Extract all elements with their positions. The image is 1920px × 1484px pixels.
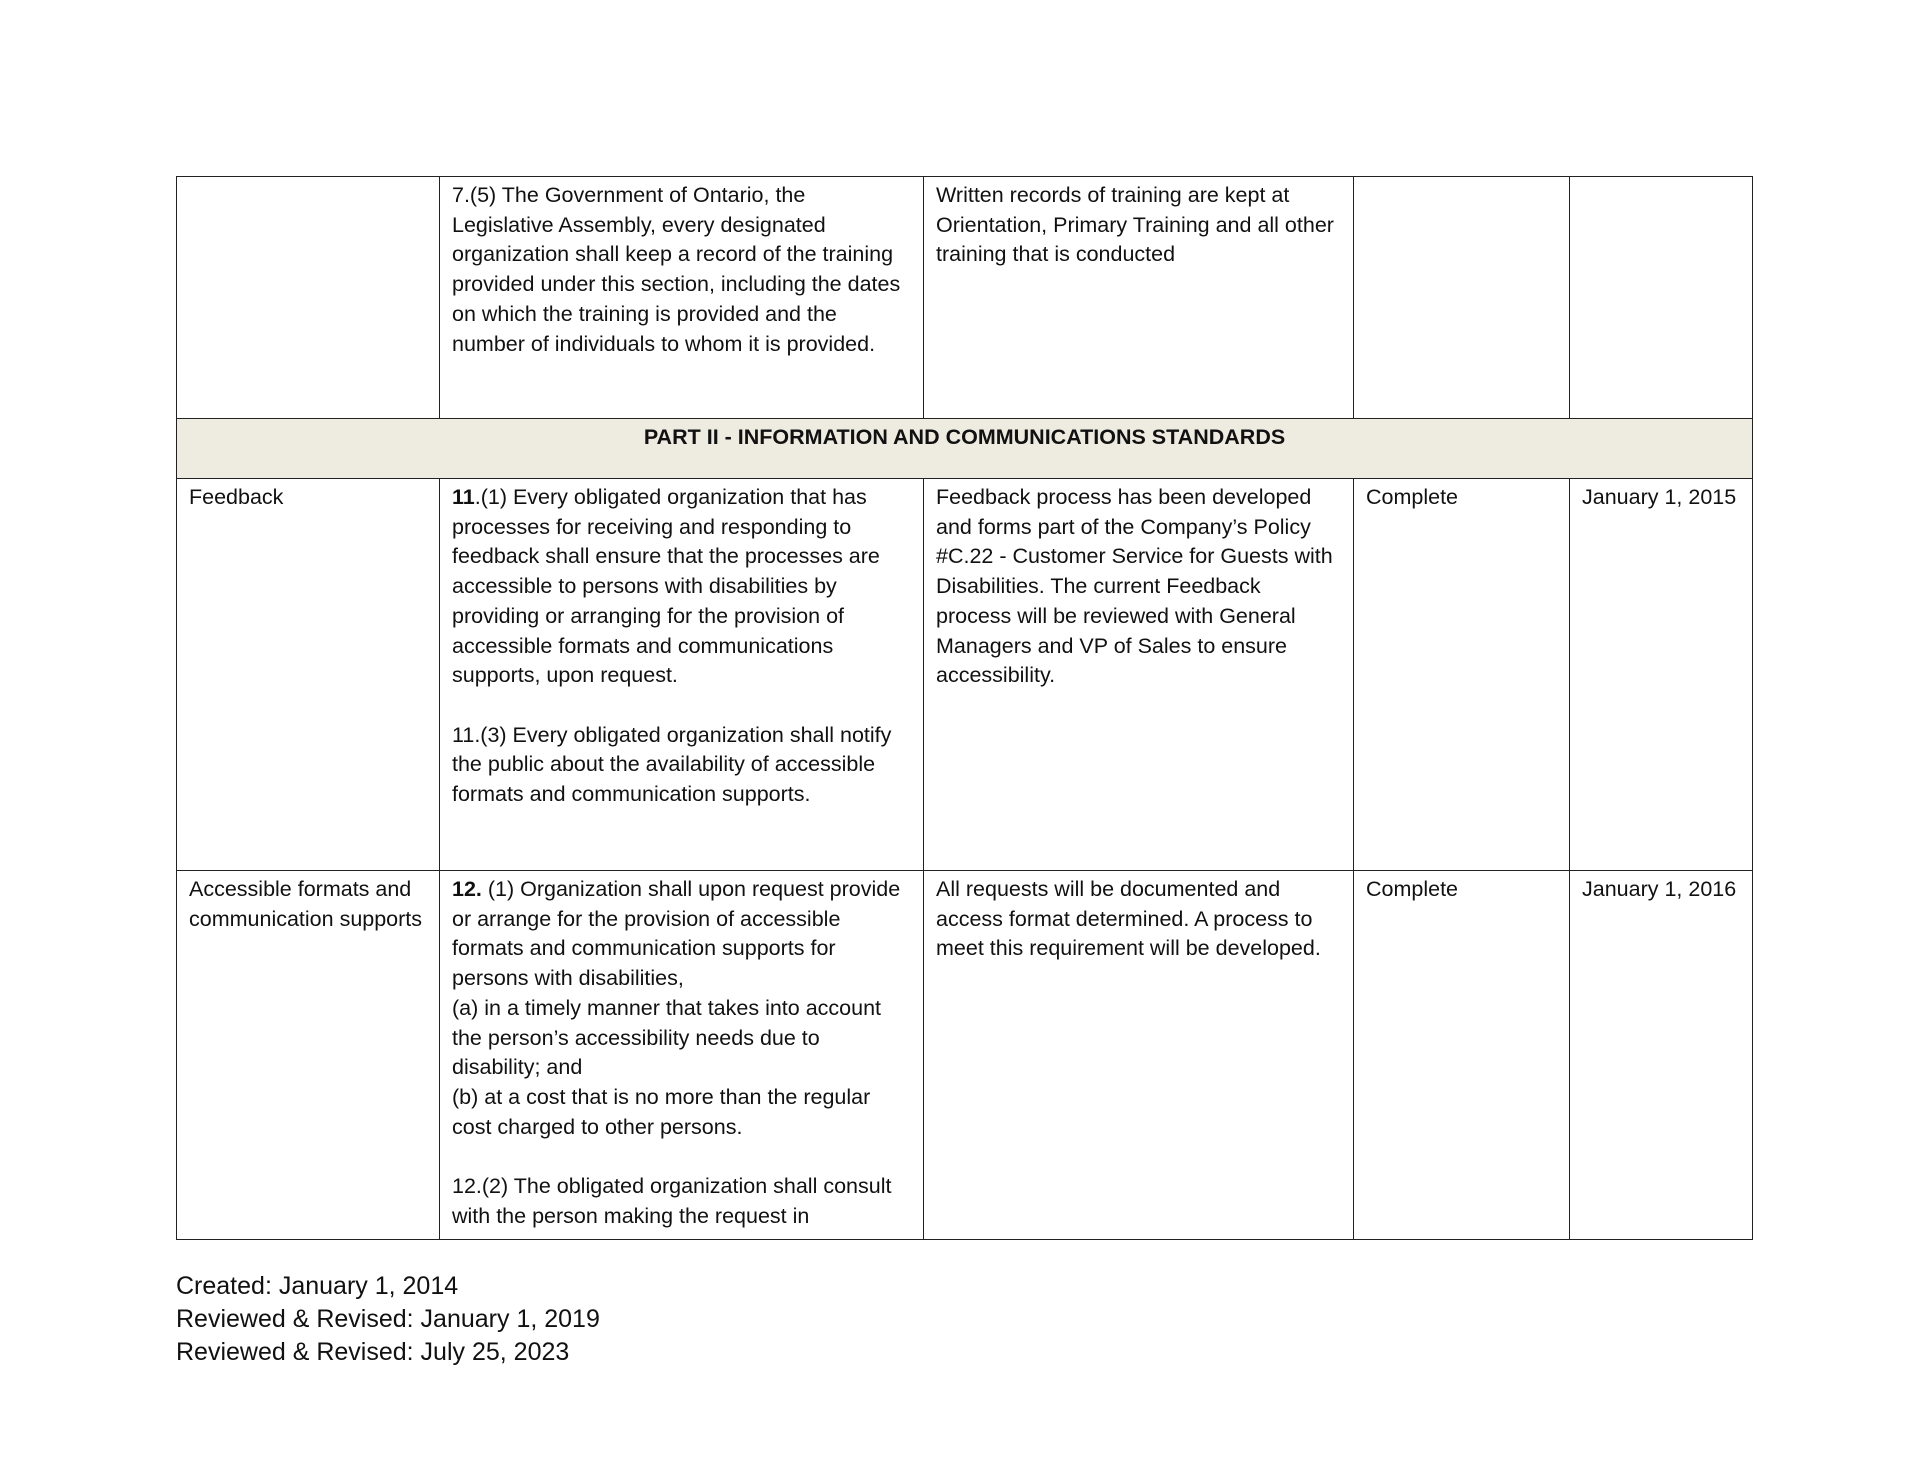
requirement-paragraph: 11.(3) Every obligated organization shall notify the public about the availability of accessible formats and communication supports. [452,722,892,807]
requirement-text: (1) Organization shall upon request provide or arrange for the provision of accessible formats and communication supports for persons with disabilities, [452,877,901,991]
action-text: Written records of training are kept at Orientation, Primary Training and all other training that is conducted [936,183,1334,267]
table-row [177,177,1753,419]
requirement-text: .(1) Every obligated organization that has processes for receiving and responding to feedback shall ensure that the processes are accessible to persons with disabilities by providing or arranging for the provision of accessible formats and communications supports, upon request. [452,485,880,688]
requirement-cell [440,479,924,871]
date-text: January 1, 2016 [1582,877,1737,901]
topic-cell [177,479,440,871]
status-cell [1354,479,1570,871]
status-cell [1354,177,1570,419]
topic-cell [177,177,440,419]
clause-number: 12. [452,877,482,901]
status-text: Complete [1366,485,1459,509]
topic-text: Accessible formats and communication supports [189,877,423,931]
section-heading-row [177,419,1753,479]
status-cell [1354,871,1570,1240]
revised-date: Reviewed & Revised: January 1, 2019 [176,1305,600,1333]
requirement-text: 7.(5) The Government of Ontario, the Legislative Assembly, every designated organization shall keep a record of the training provided under this section, including the dates on which the training is provided and the number of individuals to whom it is provided. [452,183,901,356]
date-cell [1570,871,1753,1240]
date-cell [1570,479,1753,871]
action-cell [924,177,1354,419]
requirement-cell [440,177,924,419]
action-text: Feedback process has been developed and forms part of the Company’s Policy #C.22 - Customer Service for Guests with Disabilities. The current Feedback process will be reviewed with General Managers and VP of Sales to ensure accessibility. [936,485,1333,688]
requirement-subclause: (b) at a cost that is no more than the regular cost charged to other persons. [452,1084,871,1139]
requirement-subclause: (a) in a timely manner that takes into account the person’s accessibility needs due to disability; and [452,995,882,1080]
accessibility-plan-table [176,176,1753,1240]
requirement-cell [440,871,924,1240]
table-row [177,479,1753,871]
document-footer [176,1270,600,1369]
action-text: All requests will be documented and access format determined. A process to meet this requirement will be developed. [936,877,1321,961]
status-text: Complete [1366,877,1459,901]
date-cell [1570,177,1753,419]
clause-number: 11 [452,485,475,509]
requirement-paragraph: 12.(2) The obligated organization shall consult with the person making the request in [452,1174,892,1228]
requirement-paragraph [452,875,911,994]
created-date: Created: January 1, 2014 [176,1272,459,1300]
table-row [177,871,1753,1240]
requirement-paragraph [452,483,911,691]
date-text: January 1, 2015 [1582,485,1737,509]
action-cell [924,871,1354,1240]
action-cell [924,479,1354,871]
section-heading: PART II - INFORMATION AND COMMUNICATIONS STANDARDS [177,419,1753,479]
topic-cell [177,871,440,1240]
revised-date: Reviewed & Revised: July 25, 2023 [176,1338,570,1366]
topic-text: Feedback [189,485,284,509]
